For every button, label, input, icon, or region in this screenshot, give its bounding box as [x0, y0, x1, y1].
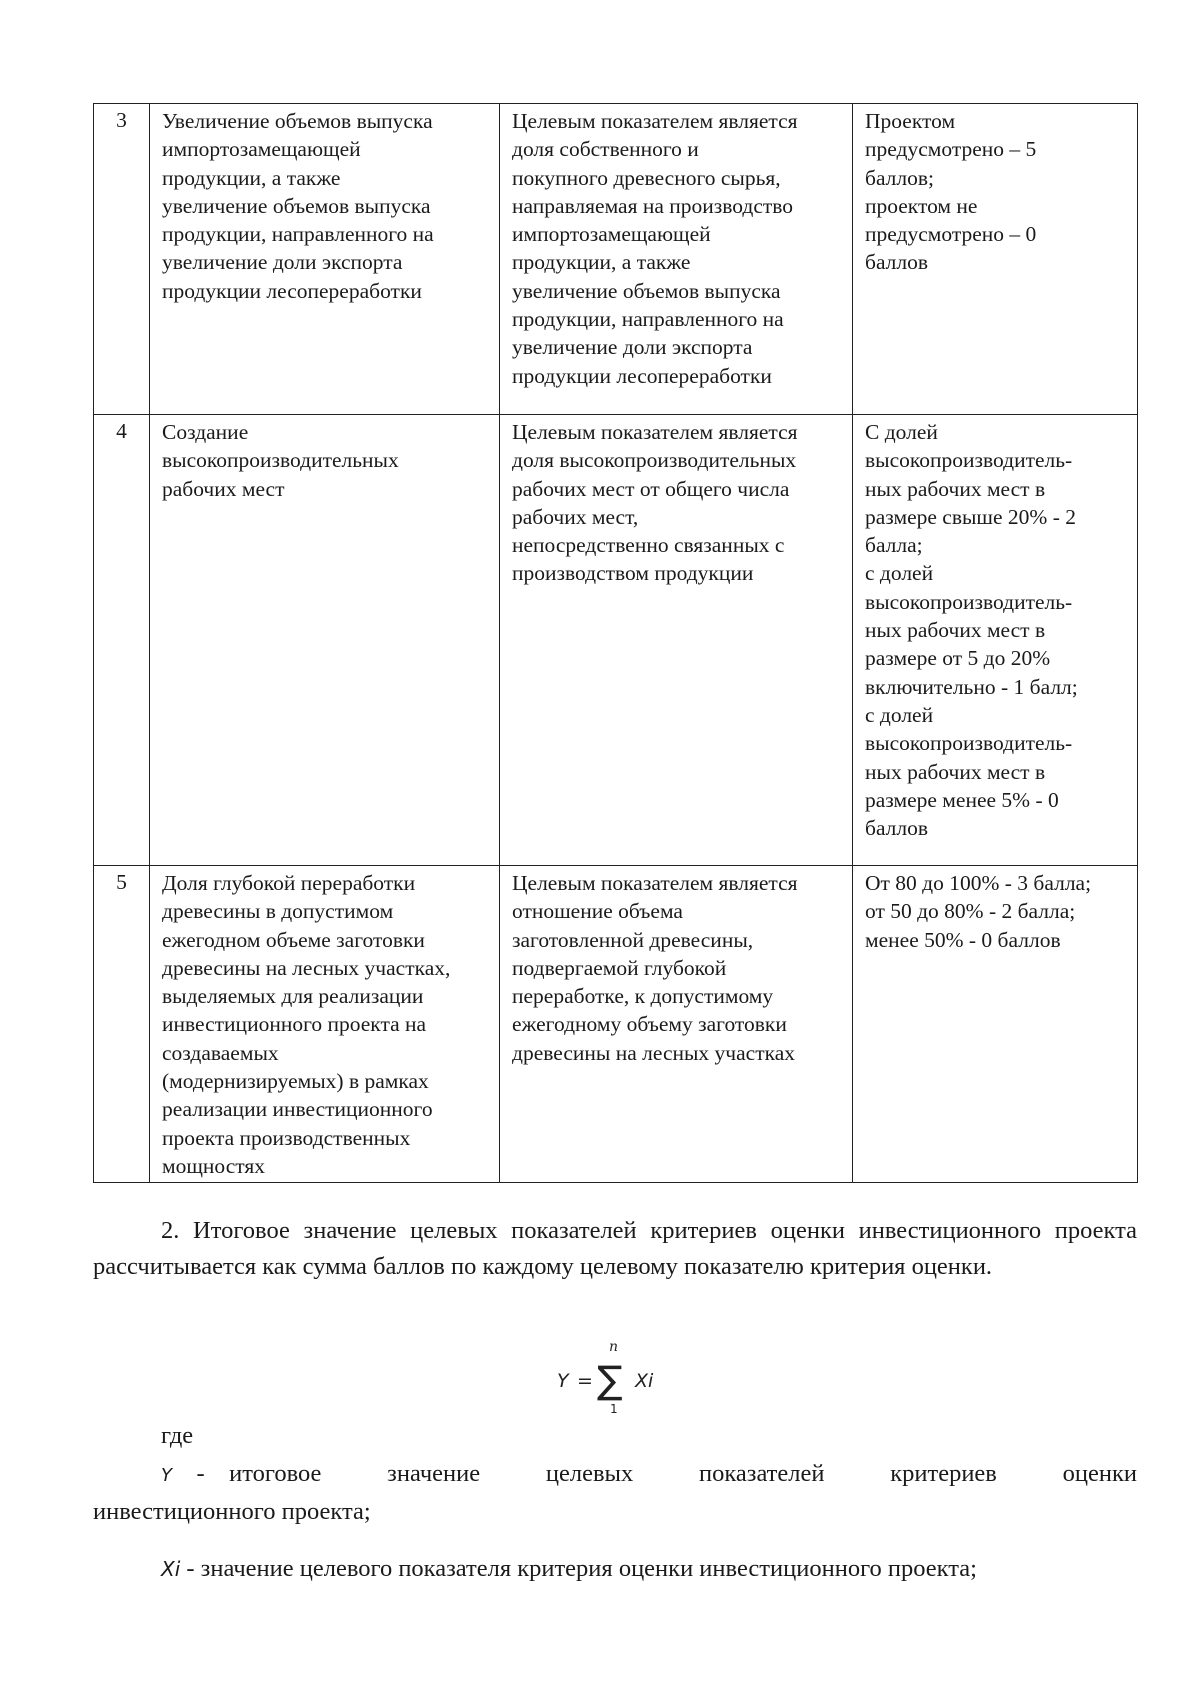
formula-upper-limit: n: [609, 1339, 619, 1355]
definition-y: [93, 1456, 1137, 1530]
definition-word: итоговое: [229, 1460, 322, 1487]
row-number: 3: [94, 104, 150, 415]
table-row: [94, 415, 1138, 866]
table-row: [94, 866, 1138, 1183]
paragraph-2: 2. Итоговое значение целевых показателей критериев оценки инвестиционного проекта рассчитывается как сумма баллов по каждому целевому показателю критерия оценки.: [93, 1217, 1137, 1280]
formula-equals: =: [577, 1370, 593, 1392]
scoring: С долей высокопроизводитель- ных рабочих мест в размере свыше 20% - 2 балла; с долей высокопроизводитель- ных рабочих мест в размере от 5 до 20% включительно - 1 балл; с долей высокопроизводитель- ных рабочих мест в размере менее 5% - 0 баллов: [853, 415, 1138, 866]
scoring: Проектом предусмотрено – 5 баллов; проектом не предусмотрено – 0 баллов: [853, 104, 1138, 415]
scoring: От 80 до 100% - 3 балла; от 50 до 80% - 2 балла; менее 50% - 0 баллов: [853, 866, 1138, 1183]
definition-word: критериев: [890, 1460, 997, 1487]
target-indicator: Целевым показателем является доля высокопроизводительных рабочих мест от общего числа рабочих мест, непосредственно связанных с производством продукции: [500, 415, 853, 866]
criterion-name: Создание высокопроизводительных рабочих мест: [150, 415, 500, 866]
formula-lhs: Y: [557, 1370, 569, 1392]
row-number: 4: [94, 415, 150, 866]
definition-word: оценки: [1062, 1460, 1137, 1487]
criterion-name: Увеличение объемов выпуска импортозамещающей продукции, а также увеличение объемов выпуска продукции, направленного на увеличение доли экспорта продукции лесопереработки: [150, 104, 500, 415]
formula-lower-limit: 1: [610, 1402, 618, 1416]
criteria-table: [93, 103, 1138, 1183]
variable-xi: Xi: [161, 1557, 181, 1581]
criterion-name: Доля глубокой переработки древесины в допустимом ежегодном объеме заготовки древесины на лесных участках, выделяемых для реализации инвестиционного проекта на создаваемых (модернизируемых) в рамках реализации инвестиционного проекта производственных мощностях: [150, 866, 500, 1183]
sum-formula: [555, 1337, 675, 1417]
variable-y: Y: [161, 1465, 172, 1486]
row-number: 5: [94, 866, 150, 1183]
where-label: где: [161, 1422, 194, 1449]
definition-dash: -: [196, 1460, 205, 1487]
table-row: [94, 104, 1138, 415]
definition-word: показателей: [699, 1460, 825, 1487]
definition-word: целевых: [545, 1460, 634, 1487]
definition-y-line1: [93, 1456, 1137, 1494]
formula-sigma: ∑: [597, 1358, 623, 1402]
definition-word: значение: [387, 1460, 481, 1487]
definition-y-head: [161, 1456, 321, 1494]
definition-y-line2: инвестиционного проекта;: [93, 1498, 371, 1525]
definition-xi-text: - значение целевого показателя критерия оценки инвестиционного проекта;: [180, 1555, 977, 1582]
target-indicator: Целевым показателем является доля собственного и покупного древесного сырья, направляемая на производство импортозамещающей продукции, а также увеличение объемов выпуска продукции, направленного на увеличение доли экспорта продукции лесопереработки: [500, 104, 853, 415]
formula-term: Xi: [635, 1370, 654, 1392]
definition-xi: [161, 1555, 977, 1583]
target-indicator: Целевым показателем является отношение объема заготовленной древесины, подвергаемой глубокой переработке, к допустимому ежегодному объему заготовки древесины на лесных участках: [500, 866, 853, 1183]
